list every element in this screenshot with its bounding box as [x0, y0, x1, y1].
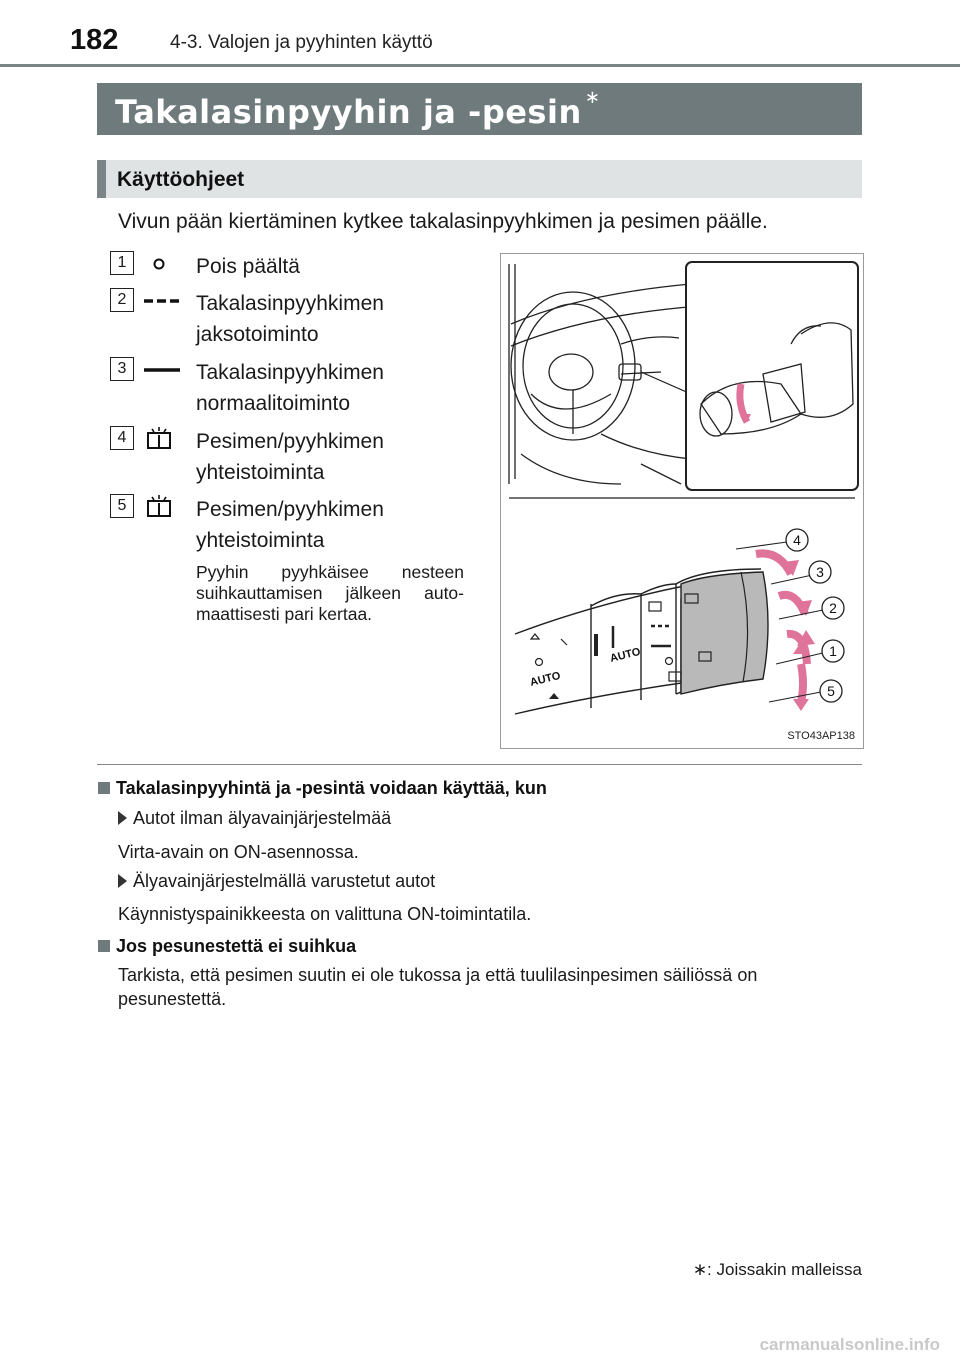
dashed-line-icon — [144, 288, 194, 314]
off-circle-icon — [144, 251, 194, 277]
callout-4: 4 — [793, 532, 801, 548]
chapter-title: 4-3. Valojen ja pyyhinten käyttö — [170, 32, 433, 53]
section-title-bar — [97, 83, 862, 135]
item-number: 2 — [110, 288, 134, 312]
item-number: 5 — [110, 494, 134, 518]
conditions-heading-text: Takalasinpyyhintä ja -pesintä voidaan käyttää, kun — [116, 778, 547, 798]
figure-code: STO43AP138 — [787, 730, 855, 742]
watermark: carmanualsonline.info — [759, 1335, 940, 1354]
intro-text: Vivun pään kiertäminen kytkee takalasinpyyhkimen ja pesimen päälle. — [118, 210, 768, 233]
item-label: Pois päältä — [196, 255, 300, 278]
asterisk-icon: ∗ — [584, 87, 601, 108]
square-bullet-icon — [98, 782, 110, 794]
callout-1: 1 — [829, 643, 837, 659]
triangle-bullet-icon — [118, 811, 127, 825]
solid-line-icon — [144, 357, 194, 383]
case2-text: Käynnistyspainikkeesta on valittuna ON-toimintatila. — [118, 904, 532, 924]
case1-text: Virta-avain on ON-asennossa. — [118, 842, 359, 862]
no-fluid-heading — [98, 936, 356, 957]
section-title — [115, 87, 601, 131]
item-number: 1 — [110, 251, 134, 275]
header-rule — [0, 64, 960, 67]
item-note: Pyyhin pyyhkäisee nesteen suihkauttamisen jälkeen auto-maattisesti pari kertaa. — [196, 562, 464, 624]
callout-2: 2 — [829, 600, 837, 616]
square-bullet-icon — [98, 940, 110, 952]
case1-label — [118, 808, 391, 829]
washer-wiper-icon — [144, 494, 194, 520]
no-fluid-heading-text: Jos pesunestettä ei suihkua — [116, 936, 357, 956]
illustration-drawing — [501, 254, 863, 748]
footnote: ∗: Joissakin malleissa — [692, 1260, 862, 1279]
subsection-accent — [97, 160, 106, 198]
section-title-text: Takalasinpyyhin ja -pesin — [115, 93, 582, 131]
callout-5: 5 — [827, 683, 835, 699]
case2-label — [118, 871, 435, 892]
wiper-lever-illustration — [500, 253, 864, 749]
subsection-title: Käyttöohjeet — [117, 168, 245, 191]
case1-label-text: Autot ilman älyavainjärjestelmää — [133, 808, 392, 828]
no-fluid-text: Tarkista, että pesimen suutin ei ole tukossa ja että tuulilasinpesimen säiliössä on pesunestettä. — [118, 965, 758, 1009]
list-item — [110, 494, 470, 644]
item-label: Takalasinpyyhkimen normaalitoiminto — [196, 361, 384, 415]
subsection-bar — [97, 160, 862, 198]
callout-3: 3 — [816, 564, 824, 580]
item-number: 3 — [110, 357, 134, 381]
item-label: Takalasinpyyhkimen jaksotoiminto — [196, 292, 384, 346]
stalk-auto-label: AUTO — [528, 669, 562, 689]
item-number: 4 — [110, 426, 134, 450]
page-number: 182 — [70, 24, 119, 56]
lever-auto-label: AUTO — [608, 645, 642, 665]
washer-wiper-icon — [144, 426, 194, 452]
triangle-bullet-icon — [118, 874, 127, 888]
item-label: Pesimen/pyyhkimen yhteistoiminta — [196, 498, 384, 552]
item-label: Pesimen/pyyhkimen yhteistoiminta — [196, 430, 384, 484]
case2-label-text: Älyavainjärjestelmällä varustetut autot — [133, 871, 436, 891]
conditions-heading — [98, 778, 547, 799]
section-rule — [97, 764, 862, 765]
